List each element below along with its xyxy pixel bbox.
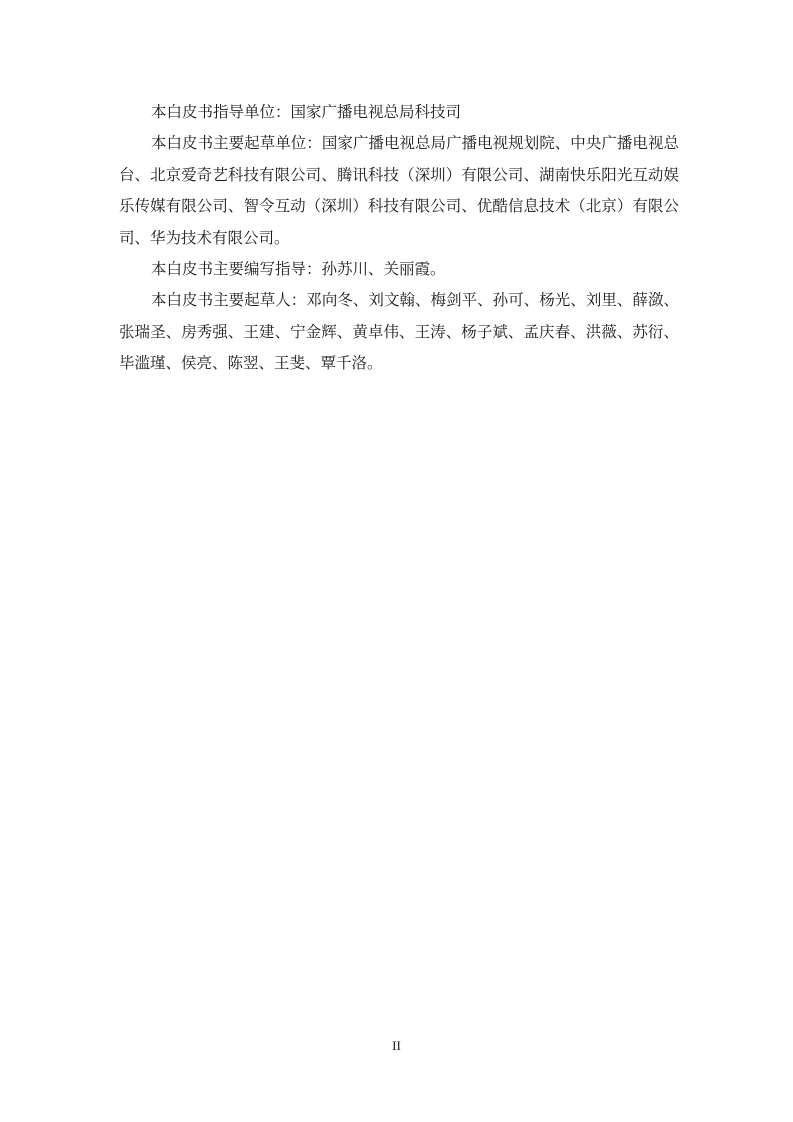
document-body	[119, 97, 679, 380]
drafters-paragraph: 本白皮书主要起草人：邓向冬、刘文翰、梅剑平、孙可、杨光、刘里、薛潋、张瑞圣、房秀强、王建、宁金辉、黄卓伟、王涛、杨子斌、孟庆春、洪薇、苏衍、毕滥瑾、侯亮、陈翌、王斐、覃千洛。	[119, 291, 679, 373]
page-number: II	[392, 1038, 401, 1053]
drafting-units-paragraph: 本白皮书主要起草单位：国家广播电视总局广播电视规划院、中央广播电视总台、北京爱奇艺科技有限公司、腾讯科技（深圳）有限公司、湖南快乐阳光互动娱乐传媒有限公司、智令互动（深圳）科技有限公司、优酷信息技术（北京）有限公司、华为技术有限公司。	[119, 134, 679, 247]
writing-guidance-paragraph: 本白皮书主要编写指导：孙苏川、关丽霞。	[151, 260, 446, 279]
guidance-unit-paragraph: 本白皮书指导单位：国家广播电视总局科技司	[151, 103, 462, 121]
